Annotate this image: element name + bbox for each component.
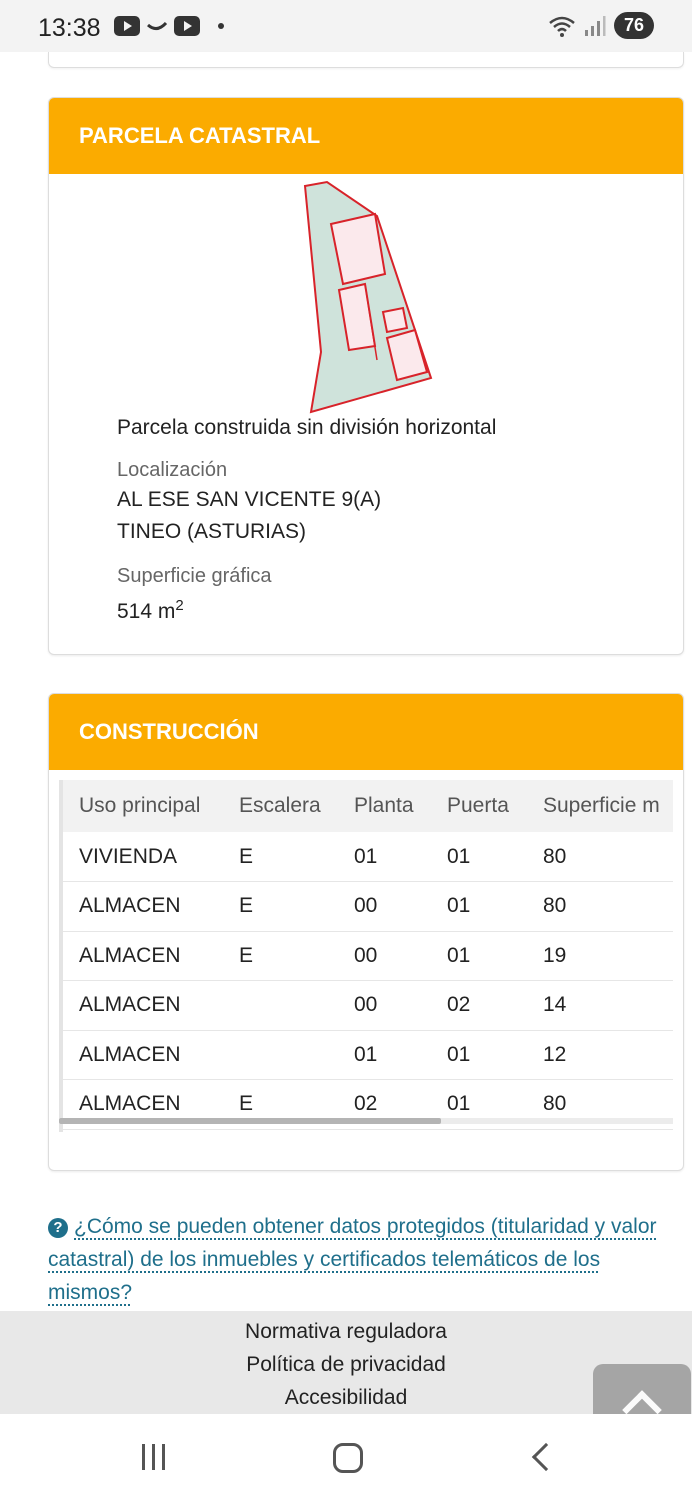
table-cell: 01 [338, 832, 431, 882]
table-cell: 02 [431, 981, 527, 1031]
parcel-card [48, 97, 684, 655]
table-cell: E [223, 832, 338, 882]
wifi-icon [548, 14, 576, 38]
construction-table-scroll[interactable] [59, 780, 673, 1132]
table-cell: 00 [338, 981, 431, 1031]
column-header[interactable]: Uso principal [63, 780, 223, 832]
status-system-icons [548, 12, 654, 39]
parcel-card-title: PARCELA CATASTRAL [79, 123, 321, 148]
table-cell: 01 [431, 931, 527, 981]
construction-card [48, 693, 684, 1171]
table-cell: E [223, 882, 338, 932]
parcel-map-image[interactable] [299, 180, 439, 416]
table-cell: 01 [431, 882, 527, 932]
signal-icon [584, 15, 606, 37]
location-label: Localización [117, 459, 228, 481]
footer-link-accesibilidad[interactable]: Accesibilidad [284, 1386, 408, 1409]
construction-table [63, 780, 673, 1130]
youtube-icon [174, 16, 200, 36]
column-header[interactable]: Puerta [431, 780, 527, 832]
footer [0, 1311, 692, 1414]
battery-indicator: 76 [614, 12, 654, 39]
scroll-to-top-button[interactable] [593, 1364, 691, 1414]
status-time: 13:38 [38, 14, 101, 42]
surface-number: 514 m [117, 600, 176, 623]
table-row [63, 882, 673, 932]
table-cell: VIVIENDA [63, 832, 223, 882]
android-navigation-bar [0, 1414, 692, 1500]
parcel-card-header [49, 98, 683, 174]
footer-link-normativa[interactable]: Normativa reguladora [245, 1320, 447, 1343]
table-cell: ALMACEN [63, 1080, 223, 1130]
table-row [63, 1030, 673, 1080]
location-line-2: TINEO (ASTURIAS) [117, 520, 307, 543]
home-icon[interactable] [333, 1443, 363, 1473]
table-header-row [63, 780, 673, 832]
table-cell: E [223, 931, 338, 981]
previous-card-edge [48, 52, 684, 68]
protected-data-help [48, 1210, 684, 1309]
table-cell: ALMACEN [63, 981, 223, 1031]
table-row [63, 832, 673, 882]
table-cell [223, 1030, 338, 1080]
notification-dot-icon [218, 23, 224, 29]
youtube-icon [114, 16, 140, 36]
surface-unit-superscript: 2 [175, 597, 184, 614]
column-header[interactable]: Planta [338, 780, 431, 832]
table-cell: 19 [527, 931, 673, 981]
table-cell: ALMACEN [63, 1030, 223, 1080]
table-cell: 80 [527, 1080, 673, 1130]
table-cell: 12 [527, 1030, 673, 1080]
column-header[interactable]: Escalera [223, 780, 338, 832]
scrollbar-thumb[interactable] [59, 1118, 441, 1124]
parcel-description: Parcela construida sin división horizontal [117, 416, 497, 439]
status-notification-icons [114, 16, 224, 36]
table-horizontal-scrollbar[interactable] [59, 1118, 673, 1124]
surface-label: Superficie gráfica [117, 565, 272, 587]
table-cell: ALMACEN [63, 882, 223, 932]
table-cell: 00 [338, 931, 431, 981]
table-row [63, 931, 673, 981]
location-line-1: AL ESE SAN VICENTE 9(A) [117, 488, 382, 511]
recents-icon[interactable] [142, 1444, 165, 1470]
table-cell: E [223, 1080, 338, 1130]
table-cell: 01 [431, 1080, 527, 1130]
construction-card-title: CONSTRUCCIÓN [79, 719, 259, 744]
table-cell: 02 [338, 1080, 431, 1130]
question-circle-icon: ? [48, 1218, 68, 1238]
table-cell: 14 [527, 981, 673, 1031]
surface-value [117, 590, 677, 628]
table-cell: 01 [431, 1030, 527, 1080]
footer-link-privacidad[interactable]: Política de privacidad [246, 1353, 446, 1376]
back-icon[interactable] [532, 1443, 560, 1471]
construction-card-header [49, 694, 683, 770]
protected-data-help-link[interactable]: ¿Cómo se pueden obtener datos protegidos (titularidad y valor catastral) de los inmuebles y certificados telemáticos de los mismos? [48, 1215, 657, 1304]
status-bar [0, 0, 692, 52]
table-row [63, 981, 673, 1031]
table-cell: 01 [338, 1030, 431, 1080]
table-cell [223, 981, 338, 1031]
column-header[interactable]: Superficie m [527, 780, 673, 832]
table-cell: 01 [431, 832, 527, 882]
table-cell: ALMACEN [63, 931, 223, 981]
table-cell: 80 [527, 882, 673, 932]
table-cell: 00 [338, 882, 431, 932]
table-cell: 80 [527, 832, 673, 882]
tilde-icon [146, 19, 168, 33]
